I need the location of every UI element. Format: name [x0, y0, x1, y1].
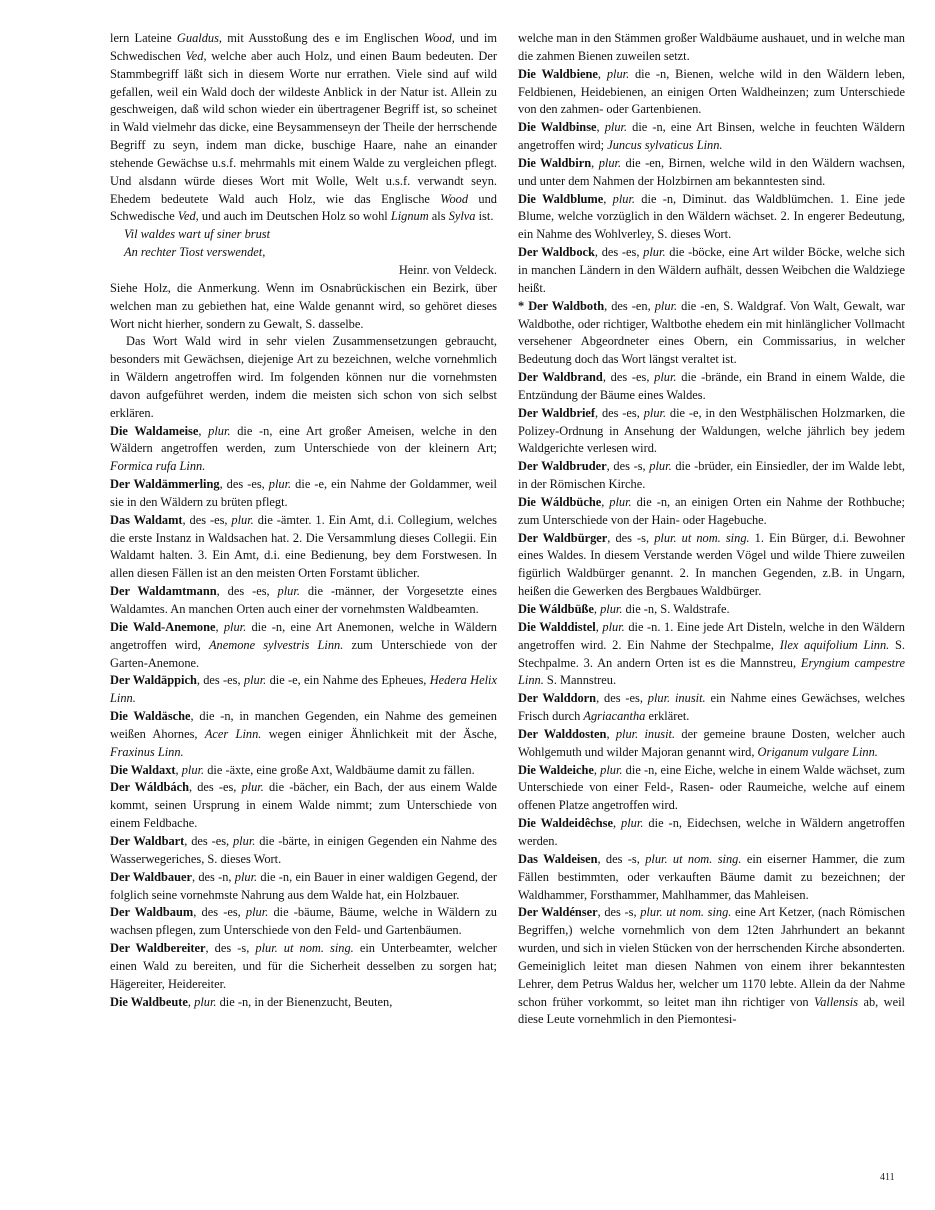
dictionary-entry [518, 191, 905, 245]
text-run: Das Wort Wald wird in sehr vielen Zusammensetzungen gebraucht, besonders mit Gewächsen, diejenige Art zu bezeichnen, welche vornehmlich in Wäldern angetroffen wird. Im folgenden können nur die vornehmsten davon aufgeführet werden, indem die meisten sich schon von sich selbst erklären. [110, 334, 497, 420]
headword: Der Waldbürger [518, 530, 608, 545]
paragraph [110, 280, 497, 334]
text-run: die -e, ein Nahme der Goldammer, weil sie in den Wäldern zu brüten pflegt. [110, 477, 497, 509]
italic-text: plur. [231, 512, 254, 527]
italic-text: plur. [243, 673, 267, 688]
text-run: erkläret. [645, 709, 690, 724]
headword: Die Waldbiene [518, 66, 598, 81]
text-run: die -n, Eidechsen, welche in Wäldern angetroffen werden. [518, 816, 905, 848]
dictionary-entry [518, 119, 905, 155]
text-run: , des -es, [602, 370, 655, 385]
dictionary-entry [110, 833, 497, 869]
headword: Der Waldbock [518, 245, 595, 260]
italic-text: plur. [245, 905, 269, 920]
headword: Der Waldbereiter [110, 941, 206, 956]
text-run: , des -es, [184, 833, 233, 848]
text-run: ist. [475, 209, 494, 224]
headword: Der Waldbart [110, 833, 185, 848]
text-run: , des -es, [596, 691, 648, 706]
dictionary-entry [518, 458, 905, 494]
italic-text: Origanum vulgare Linn. [757, 744, 878, 759]
dictionary-entry [110, 619, 497, 673]
italic-text: Juncus sylvaticus Linn. [607, 138, 723, 153]
italic-text: plur. [612, 191, 636, 206]
text-run: , [603, 191, 613, 206]
text-run: die -bächer, ein Bach, der aus einem Walde kommt, seinen Ursprung in einem Walde nimmt; zum Unterschiede von einem Feldbache. [110, 780, 497, 831]
text-run: , des -s, [606, 459, 650, 474]
text-run: , [591, 155, 599, 170]
headword: Der Waldbauer [110, 869, 192, 884]
headword: Die Waldameise [110, 423, 199, 438]
text-run: die -n, ein Bauer in einer waldigen Gegend, der folglich seine vornehmste Nahrung aus dem Walde hat, ein Holzbauer. [110, 869, 497, 902]
text-run: 1. Ein Bürger, d.i. Bewohner eines Waldes. In diesem Verstande werden Vögel und wilde Thiere zuweilen figürlich Waldbürger genannt. 2. In manchen Gegenden, z.B. in Ungarn, heißen die Gewerken des Bergbaues Waldbürger. [518, 530, 906, 599]
text-run: , des -en, [604, 298, 655, 313]
text-run: , [601, 494, 610, 509]
text-run: die -ämter. 1. Ein Amt, d.i. Collegium, welches die erste Instanz in Waldsachen hat. 2. Die Versammlung dieses Collegii. Ein Waldamt halten. 3. Ein Amt, d.i. eine Bedienung, bey dem Forstwesen. In allen diesen Fällen ist an den meisten Orten Forstamt üblicher. [110, 512, 498, 581]
text-run: , [595, 619, 603, 634]
text-run: , [612, 816, 622, 831]
text-run: , des -s, [607, 530, 655, 545]
text-run: die -n, Bienen, welche wild in den Wäldern leben, Feldbienen, Heidebienen, an einigen Orten Waldheinzen; zum Unterschiede von den zahmen- oder Gartenbienen. [518, 66, 905, 117]
italic-text: plur. [241, 780, 264, 795]
dictionary-entry [518, 369, 905, 405]
text-run: wegen einiger Ähnlichkeit mit der Äsche, [261, 726, 498, 741]
headword: Der Waldbrand [518, 370, 603, 385]
italic-text: plur. ut nom. sing. [654, 530, 750, 545]
headword: Der Waldämmerling [110, 477, 220, 492]
headword: Die Waldbeute [110, 994, 188, 1009]
text-run: zum Unterschiede von der Garten-Anemone. [110, 637, 497, 670]
headword: Die Waldbirn [518, 155, 592, 170]
italic-text: plur. inusit. [615, 726, 676, 741]
text-run: die -bärte, in einigen Gegenden ein Nahme des Wasserwegeriches, S. dieses Wort. [110, 833, 497, 866]
italic-text: Sylva [448, 209, 476, 224]
headword: Der Waldbaum [110, 905, 194, 920]
text-run: ein eiserner Hammer, die zum Fällen bestimmten, oder verkauften Bäume damit zu bezeichnen; der Waldhammer, Forsthammer, Mahlhammer, das Mahleisen. [518, 851, 905, 902]
headword: Die Waldäsche [110, 709, 191, 724]
text-run: und im Schwedischen [110, 31, 497, 63]
dictionary-entry [518, 530, 905, 601]
italic-text: plur. [654, 370, 677, 385]
text-run: , des -es, [182, 512, 232, 527]
italic-text: An rechter Tiost verswendet, [124, 245, 266, 260]
dictionary-entry [518, 66, 905, 120]
headword: * Der Waldboth [518, 298, 605, 313]
italic-text: Wood, [423, 31, 455, 45]
text-run: ein Unterbeamter, welcher einen Wald zu bereiten, und für die Sicherheit desselben zu sorgen hat; Hägereiter, Heidereiter. [110, 941, 497, 991]
text-run: , des -es, [216, 584, 278, 599]
text-run: , [198, 423, 209, 438]
italic-text: plur. [194, 994, 217, 1009]
dictionary-entry [110, 994, 497, 1012]
dictionary-entry [110, 672, 497, 708]
text-run: die -n. 1. Eine jede Art Disteln, welche in den Wäldern angetroffen wird. 2. Ein Nahme der Stechpalme, [518, 619, 905, 652]
dictionary-entry [110, 940, 497, 994]
text-run: , [593, 602, 601, 616]
headword: Die Waldbinse [518, 120, 597, 135]
text-run: Siehe Holz, die Anmerkung. Wenn im Osnabrückischen ein Bezirk, über welchen man zu gebiethen hat, eine Walde genannt wird, so gehöret dieses Wort nicht hierher, sondern zu Gewalt, S. dasselbe. [110, 280, 497, 331]
dictionary-entry [518, 904, 905, 1029]
italic-text: Acer Linn. [204, 726, 262, 741]
text-run: die -brände, ein Brand in einem Walde, die Entzündung der Bäume eines Waldes. [518, 370, 906, 402]
text-run: , [187, 994, 195, 1009]
italic-text: plur. [223, 619, 247, 634]
italic-text: plur. [604, 120, 628, 135]
text-run: und Schwedische [110, 191, 497, 224]
text-run: die -äxte, eine große Axt, Waldbäume damit zu fällen. [204, 762, 475, 777]
italic-text: plur. [621, 816, 644, 831]
paragraph [518, 30, 905, 66]
headword: Die Wáldbüche [518, 494, 602, 509]
dictionary-entry [518, 762, 905, 816]
headword: Das Waldamt [110, 512, 183, 527]
italic-text: plur. [643, 405, 667, 420]
dictionary-entry [110, 512, 497, 583]
dictionary-entry [110, 476, 497, 512]
text-run: die -n, an einigen Orten ein Nahme der Rothbuche; zum Unterschiede von der Hain- oder Hagebuche. [518, 494, 905, 527]
italic-text: Anemone sylvestris Linn. [208, 637, 344, 652]
dictionary-entry [110, 583, 497, 619]
italic-text: plur. [602, 619, 625, 634]
text-run: , [597, 66, 607, 81]
verse-line [110, 226, 497, 244]
text-run: der gemeine braune Dosten, welcher auch Wohlgemuth und wilder Majoran genannt wird, [518, 726, 906, 759]
text-run: , des -n, [191, 869, 235, 884]
italic-text: plur. [643, 245, 666, 260]
text-run: die -brüder, ein Einsiedler, der im Walde lebt, in der Römischen Kirche. [518, 459, 905, 492]
dictionary-entry [110, 762, 497, 780]
headword: Der Waldbrief [518, 405, 596, 420]
dictionary-entry [518, 815, 905, 851]
italic-text: Vil waldes wart uf siner brust [124, 227, 271, 242]
italic-text: plur. ut nom. sing. [640, 905, 732, 920]
dictionary-entry [518, 851, 905, 905]
headword: Die Waldblume [518, 191, 604, 206]
dictionary-entry [518, 494, 905, 530]
quote-attribution [110, 262, 497, 280]
text-run: lern Lateine [110, 31, 177, 45]
italic-text: plur. [232, 833, 256, 848]
text-run: , des -es, [219, 477, 269, 492]
headword: Die Walddistel [518, 619, 596, 634]
text-run: S. Stechpalme. 3. An andern Orten ist es die Mannstreu, [518, 637, 905, 670]
headword: Die Wáldbüße [518, 602, 594, 616]
headword: Die Waldeiche [518, 762, 594, 777]
text-run: die -en, Birnen, welche wild in den Wäldern wachsen, und unter dem Nahmen der Holzbirnen am bekanntesten sind. [518, 155, 905, 188]
text-run: die -n, eine Art großer Ameisen, welche in den Wäldern angetroffen werden, zum Unterschiede von der kleinern Art; [110, 423, 497, 456]
dictionary-entry [518, 619, 905, 690]
text-run: , [175, 762, 182, 777]
text-run: , des -es, [594, 245, 644, 260]
dictionary-entry [518, 405, 905, 459]
verse-line [110, 244, 497, 262]
italic-text: plur. [600, 762, 623, 777]
text-run: die -en, S. Waldgraf. Von Walt, Gewalt, war Waldbothe, oder richtiger, Waltbothe ehedem ein mit hinlänglicher Vollmacht versehener Abgeordneter eines Obern, ein Commissarius, in welcher Bedeutung doch das Wort längst veraltet ist. [518, 298, 906, 367]
italic-text: plur. [208, 423, 231, 438]
italic-text: plur. [600, 602, 623, 616]
italic-text: Ved, [185, 48, 207, 63]
headword: Die Wald-Anemone [110, 619, 216, 634]
italic-text: Gualdus, [176, 31, 223, 45]
italic-text: plur. [234, 869, 258, 884]
text-run: eine Art Ketzer, (nach Römischen Begriffen,) welche vornehmlich von dem 12ten Jahrhundert an bekannt wurden, und sich in vielen Stücken von der herrschenden Kirche absonderten. Gemeiniglich leitet man diesen Nahmen von einem ihrer bekanntesten Lehrer, dem Petrus Waldus her, welcher um 1170 lebte. Allein da der Nahme schon früher vorkommt, so leitet man ihn richtiger von [518, 905, 906, 1009]
italic-text: Lignum [390, 209, 429, 224]
text-run: , [596, 120, 605, 135]
text-run: ein Nahme eines Gewächses, welches Frisch durch [518, 691, 905, 724]
headword: Der Waldénser [518, 905, 598, 920]
italic-text: plur. [654, 298, 678, 313]
italic-text: Hedera Helix Linn. [110, 673, 497, 706]
dictionary-entry [518, 244, 905, 298]
text-run: welche man in den Stämmen großer Waldbäume aushauet, und in welche man die zahmen Bienen zuweilen setzt. [518, 31, 905, 63]
italic-text: plur. [609, 494, 632, 509]
italic-text: plur. inusit. [647, 691, 706, 706]
text-run: die -n, in der Bienenzucht, Beuten, [216, 994, 393, 1009]
text-run: , des -s, [597, 851, 646, 866]
dictionary-entry [110, 869, 497, 905]
dictionary-entry [110, 904, 497, 940]
text-run: die -n, eine Art Binsen, welche in feuchten Wäldern angetroffen wird; [518, 120, 905, 153]
paragraph [110, 30, 497, 226]
text-run: die -n, eine Eiche, welche in einem Walde wächset, zum Unterschiede von einer Feld-, Rasen- oder Raumeiche, welche auf einem offenen Platze angetroffen wird. [518, 762, 905, 813]
text-run: Heinr. von Veldeck. [398, 262, 497, 277]
text-run: die -n, Diminut. das Waldblümchen. 1. Eine jede Blume, welche vorzüglich in den Wäldern wächset. 2. In engerer Bedeutung, ein Nahme des Wohlverley, S. dieses Wort. [518, 191, 905, 242]
text-run: , [593, 762, 601, 777]
text-run: , [215, 619, 224, 634]
left-column [110, 30, 497, 1011]
dictionary-entry [518, 726, 905, 762]
italic-text: plur. ut nom. sing. [255, 941, 354, 956]
dictionary-entry [518, 601, 905, 619]
text-run: , des -es, [189, 780, 242, 795]
right-column [518, 30, 905, 1029]
headword: Die Waldeidêchse [518, 816, 613, 831]
dictionary-entry [518, 155, 905, 191]
text-run: die -e, ein Nahme des Epheues, [266, 673, 430, 688]
italic-text: plur. [277, 584, 300, 599]
italic-text: Agriacantha [583, 709, 646, 724]
paragraph [110, 333, 497, 422]
headword: Der Walddorn [518, 691, 597, 706]
page-number: 411 [880, 1172, 895, 1183]
text-run: die -n, eine Art Anemonen, welche in Wäldern angetroffen wird, [110, 619, 497, 652]
headword: Der Waldamtmann [110, 584, 217, 599]
dictionary-entry [110, 423, 497, 477]
text-run: , des -s, [597, 905, 641, 920]
text-run: , die -n, in manchen Gegenden, ein Nahme des gemeinen weißen Ahornes, [110, 709, 497, 741]
dictionary-entry [518, 690, 905, 726]
dictionary-entry [110, 708, 497, 762]
italic-text: Ilex aquifolium Linn. [779, 637, 890, 652]
italic-text: plur. [606, 66, 630, 81]
dictionary-entry [518, 298, 905, 369]
italic-text: plur. [181, 762, 205, 777]
headword: Der Waldbruder [518, 459, 607, 474]
text-run: , des -s, [205, 941, 256, 956]
italic-text: Wood [440, 191, 469, 206]
text-run: die -männer, der Vorgesetzte eines Waldamtes. An manchen Orten auch einer der vornehmsten Waldbeamten. [110, 584, 497, 616]
text-run: die -n, S. Waldstrafe. [622, 602, 730, 616]
headword: Der Walddosten [518, 726, 607, 741]
text-run: die -e, in den Westphälischen Holzmarken, die Polizey-Ordnung in Ansehung der Waldungen, welche jährlich bey jedem Waldgerichte verlesen wird. [518, 405, 905, 456]
text-run: , [606, 726, 616, 741]
text-run: mit Ausstoßung des e im Englischen [222, 31, 424, 45]
italic-text: Eryngium campestre Linn. [518, 655, 905, 688]
text-run: S. Mannstreu. [543, 673, 617, 688]
italic-text: plur. ut nom. sing. [645, 851, 742, 866]
text-run: und auch im Deutschen Holz so wohl [198, 209, 391, 224]
italic-text: Fraxinus Linn. [110, 744, 184, 759]
italic-text: plur. [268, 477, 292, 492]
italic-text: plur. [649, 459, 672, 474]
headword: Das Waldeisen [518, 851, 598, 866]
text-run: welche aber auch Holz, und einen Baum bedeuten. Der Stammbegriff läßt sich in diesem Worte nur errathen. Viele sind auf wild gefallen, weil ein Wald doch der wildeste Anblick in der Natur ist. Allein zu geschweigen, daß wild schon wieder ein übertragener Begriff ist, so scheinet in Wald vielmehr das dicke, eine Beysammenseyn der Theile der herrschende Begriff zu seyn, indem man dicke, buschige Haare, nahe an einander stehende Gewächse u.s.f. mehrmahls mit einem Walde zu vergleichen pflegt. Und alsdann würde dieses Wort mit Wolle, Welt u.s.f. verwandt seyn. Ehedem bedeutete Wald auch Holz, wie das Englische [110, 48, 497, 206]
italic-text: Formica rufa Linn. [110, 459, 206, 474]
italic-text: plur. [598, 155, 622, 170]
text-run: , des -es, [193, 905, 246, 920]
text-run: , des -es, [595, 405, 644, 420]
text-run: die -bäume, Bäume, welche in Wäldern zu wachsen pflegen, zum Unterschiede von den Feld- und Gartenbäumen. [110, 905, 497, 938]
text-run: die -böcke, eine Art wilder Böcke, welche sich in manchen Ländern in den Wäldern aufhält, dessen Weibchen die Waldziege heißt. [518, 245, 906, 295]
text-run: , des -es, [196, 673, 244, 688]
text-run: als [428, 209, 449, 224]
text-run: ab, weil diese Leute vornehmlich in den Piemontesi- [518, 994, 905, 1027]
italic-text: Ved, [177, 209, 199, 224]
headword: Der Wáldbách [110, 780, 189, 795]
headword: Der Waldäppich [110, 673, 197, 688]
headword: Die Waldaxt [110, 762, 176, 777]
italic-text: Vallensis [814, 994, 859, 1009]
dictionary-entry [110, 779, 497, 833]
